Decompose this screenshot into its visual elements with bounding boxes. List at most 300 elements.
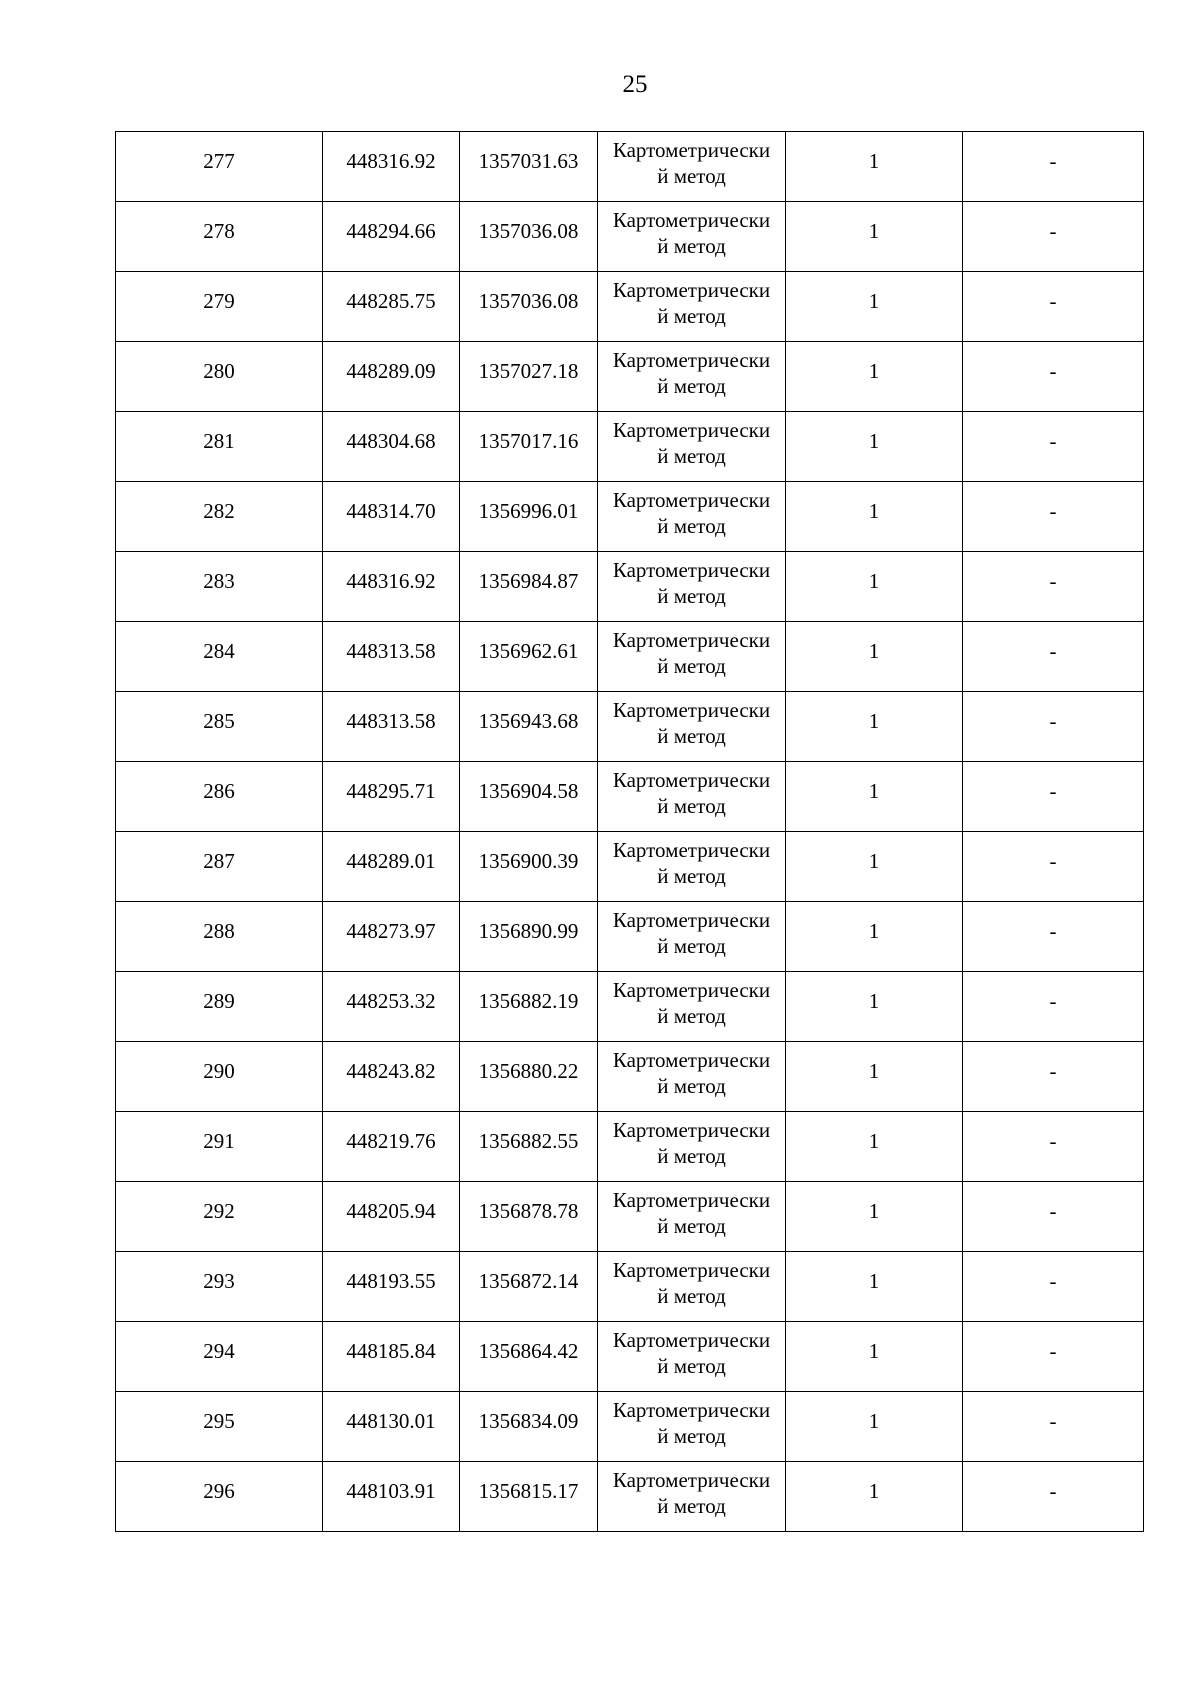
x-coordinate-text: 448103.91 <box>346 1478 436 1503</box>
y-coordinate-cell <box>460 1182 598 1252</box>
point-number-cell <box>116 412 323 482</box>
x-coordinate-cell <box>323 1182 460 1252</box>
y-coordinate-text: 1356834.09 <box>478 1408 579 1433</box>
point-number-text: 278 <box>203 218 235 243</box>
method-text <box>598 977 785 1029</box>
method-line-2: й метод <box>657 1003 726 1028</box>
method-cell <box>598 202 786 272</box>
method-line-2: й метод <box>657 1493 726 1518</box>
x-coordinate-text: 448294.66 <box>346 218 436 243</box>
description-text: - <box>1049 148 1057 173</box>
point-number-text: 291 <box>203 1128 235 1153</box>
method-text <box>598 557 785 609</box>
accuracy-cell <box>786 1322 963 1392</box>
y-coordinate-text: 1356815.17 <box>478 1478 579 1503</box>
x-coordinate-text: 448316.92 <box>346 148 436 173</box>
accuracy-text: 1 <box>868 288 880 313</box>
accuracy-text: 1 <box>868 1198 880 1223</box>
y-coordinate-cell <box>460 832 598 902</box>
accuracy-text: 1 <box>868 1128 880 1153</box>
method-cell <box>598 622 786 692</box>
point-number-text: 289 <box>203 988 235 1013</box>
y-coordinate-cell <box>460 482 598 552</box>
table-row <box>116 1182 1144 1252</box>
method-line-1: Картометрически <box>612 347 771 372</box>
description-cell <box>963 1112 1144 1182</box>
description-cell <box>963 972 1144 1042</box>
method-line-2: й метод <box>657 443 726 468</box>
y-coordinate-cell <box>460 552 598 622</box>
x-coordinate-text: 448289.01 <box>346 848 436 873</box>
method-line-1: Картометрически <box>612 1327 771 1352</box>
method-cell <box>598 1462 786 1532</box>
method-line-1: Картометрически <box>612 207 771 232</box>
description-text: - <box>1049 428 1057 453</box>
point-number-text: 296 <box>203 1478 235 1503</box>
method-line-2: й метод <box>657 1213 726 1238</box>
method-line-2: й метод <box>657 233 726 258</box>
table-row <box>116 132 1144 202</box>
y-coordinate-cell <box>460 622 598 692</box>
y-coordinate-text: 1357027.18 <box>478 358 579 383</box>
method-text <box>598 627 785 679</box>
x-coordinate-cell <box>323 1112 460 1182</box>
method-text <box>598 277 785 329</box>
point-number-cell <box>116 342 323 412</box>
method-text <box>598 1327 785 1379</box>
method-line-1: Картометрически <box>612 1047 771 1072</box>
description-cell <box>963 692 1144 762</box>
description-cell <box>963 902 1144 972</box>
description-text: - <box>1049 568 1057 593</box>
method-line-1: Картометрически <box>612 1117 771 1142</box>
y-coordinate-cell <box>460 1322 598 1392</box>
y-coordinate-cell <box>460 762 598 832</box>
x-coordinate-cell <box>323 832 460 902</box>
accuracy-text: 1 <box>868 848 880 873</box>
x-coordinate-text: 448304.68 <box>346 428 436 453</box>
accuracy-text: 1 <box>868 358 880 383</box>
x-coordinate-text: 448289.09 <box>346 358 436 383</box>
method-line-1: Картометрически <box>612 1257 771 1282</box>
method-line-2: й метод <box>657 653 726 678</box>
method-line-2: й метод <box>657 723 726 748</box>
method-cell <box>598 692 786 762</box>
x-coordinate-text: 448185.84 <box>346 1338 436 1363</box>
y-coordinate-text: 1356878.78 <box>478 1198 579 1223</box>
method-cell <box>598 132 786 202</box>
description-text: - <box>1049 1408 1057 1433</box>
method-text <box>598 1257 785 1309</box>
table-row <box>116 412 1144 482</box>
accuracy-cell <box>786 1042 963 1112</box>
method-line-1: Картометрически <box>612 487 771 512</box>
x-coordinate-text: 448205.94 <box>346 1198 436 1223</box>
table-row <box>116 482 1144 552</box>
description-text: - <box>1049 988 1057 1013</box>
description-cell <box>963 622 1144 692</box>
method-cell <box>598 342 786 412</box>
description-text: - <box>1049 498 1057 523</box>
point-number-text: 277 <box>203 148 235 173</box>
point-number-text: 284 <box>203 638 235 663</box>
x-coordinate-text: 448313.58 <box>346 638 436 663</box>
point-number-text: 295 <box>203 1408 235 1433</box>
x-coordinate-cell <box>323 552 460 622</box>
method-line-1: Картометрически <box>612 837 771 862</box>
y-coordinate-cell <box>460 412 598 482</box>
method-text <box>598 837 785 889</box>
point-number-cell <box>116 1462 323 1532</box>
point-number-text: 279 <box>203 288 235 313</box>
description-cell <box>963 1252 1144 1322</box>
point-number-cell <box>116 1322 323 1392</box>
method-text <box>598 907 785 959</box>
table-row <box>116 1462 1144 1532</box>
y-coordinate-text: 1356904.58 <box>478 778 579 803</box>
accuracy-cell <box>786 272 963 342</box>
x-coordinate-text: 448193.55 <box>346 1268 436 1293</box>
table-row <box>116 1392 1144 1462</box>
x-coordinate-text: 448295.71 <box>346 778 436 803</box>
table-row <box>116 342 1144 412</box>
method-text <box>598 1467 785 1519</box>
x-coordinate-cell <box>323 762 460 832</box>
description-cell <box>963 1462 1144 1532</box>
accuracy-text: 1 <box>868 428 880 453</box>
table-row <box>116 272 1144 342</box>
description-text: - <box>1049 638 1057 663</box>
accuracy-text: 1 <box>868 498 880 523</box>
method-text <box>598 347 785 399</box>
point-number-text: 281 <box>203 428 235 453</box>
y-coordinate-cell <box>460 1042 598 1112</box>
y-coordinate-cell <box>460 972 598 1042</box>
method-line-2: й метод <box>657 163 726 188</box>
description-cell <box>963 132 1144 202</box>
method-line-2: й метод <box>657 1423 726 1448</box>
y-coordinate-text: 1356882.19 <box>478 988 579 1013</box>
accuracy-text: 1 <box>868 568 880 593</box>
description-text: - <box>1049 1338 1057 1363</box>
description-text: - <box>1049 358 1057 383</box>
method-line-1: Картометрически <box>612 977 771 1002</box>
page-number: 25 <box>622 71 648 98</box>
x-coordinate-text: 448130.01 <box>346 1408 436 1433</box>
point-number-text: 283 <box>203 568 235 593</box>
description-text: - <box>1049 918 1057 943</box>
point-number-text: 280 <box>203 358 235 383</box>
coordinates-table-body <box>116 132 1144 1532</box>
accuracy-text: 1 <box>868 708 880 733</box>
description-cell <box>963 832 1144 902</box>
accuracy-cell <box>786 1182 963 1252</box>
table-row <box>116 762 1144 832</box>
x-coordinate-text: 448313.58 <box>346 708 436 733</box>
x-coordinate-cell <box>323 1392 460 1462</box>
point-number-cell <box>116 1182 323 1252</box>
description-text: - <box>1049 848 1057 873</box>
method-line-2: й метод <box>657 373 726 398</box>
method-line-1: Картометрически <box>612 627 771 652</box>
method-line-2: й метод <box>657 793 726 818</box>
accuracy-text: 1 <box>868 1268 880 1293</box>
point-number-cell <box>116 622 323 692</box>
description-cell <box>963 1322 1144 1392</box>
accuracy-cell <box>786 552 963 622</box>
description-text: - <box>1049 778 1057 803</box>
point-number-text: 290 <box>203 1058 235 1083</box>
x-coordinate-text: 448314.70 <box>346 498 436 523</box>
method-line-1: Картометрически <box>612 1467 771 1492</box>
accuracy-cell <box>786 1392 963 1462</box>
description-text: - <box>1049 708 1057 733</box>
y-coordinate-cell <box>460 1112 598 1182</box>
method-cell <box>598 272 786 342</box>
method-line-2: й метод <box>657 1073 726 1098</box>
x-coordinate-cell <box>323 692 460 762</box>
point-number-text: 286 <box>203 778 235 803</box>
method-cell <box>598 1392 786 1462</box>
method-line-1: Картометрически <box>612 417 771 442</box>
description-cell <box>963 412 1144 482</box>
method-line-1: Картометрически <box>612 1397 771 1422</box>
x-coordinate-cell <box>323 482 460 552</box>
table-row <box>116 202 1144 272</box>
method-text <box>598 417 785 469</box>
point-number-cell <box>116 1112 323 1182</box>
y-coordinate-text: 1356872.14 <box>478 1268 579 1293</box>
method-text <box>598 487 785 539</box>
method-line-2: й метод <box>657 1353 726 1378</box>
accuracy-cell <box>786 902 963 972</box>
accuracy-cell <box>786 132 963 202</box>
accuracy-text: 1 <box>868 1338 880 1363</box>
coordinates-table <box>115 131 1144 1532</box>
x-coordinate-cell <box>323 622 460 692</box>
y-coordinate-text: 1356864.42 <box>478 1338 579 1363</box>
y-coordinate-cell <box>460 202 598 272</box>
y-coordinate-text: 1356996.01 <box>478 498 579 523</box>
accuracy-text: 1 <box>868 778 880 803</box>
x-coordinate-cell <box>323 202 460 272</box>
y-coordinate-text: 1356890.99 <box>478 918 579 943</box>
method-line-2: й метод <box>657 303 726 328</box>
point-number-cell <box>116 132 323 202</box>
table-row <box>116 902 1144 972</box>
x-coordinate-cell <box>323 902 460 972</box>
accuracy-text: 1 <box>868 988 880 1013</box>
x-coordinate-text: 448253.32 <box>346 988 436 1013</box>
table-row <box>116 1322 1144 1392</box>
point-number-text: 294 <box>203 1338 235 1363</box>
method-cell <box>598 1252 786 1322</box>
method-line-1: Картометрически <box>612 557 771 582</box>
method-line-1: Картометрически <box>612 277 771 302</box>
accuracy-text: 1 <box>868 1478 880 1503</box>
accuracy-cell <box>786 1462 963 1532</box>
point-number-text: 287 <box>203 848 235 873</box>
accuracy-cell <box>786 832 963 902</box>
x-coordinate-text: 448273.97 <box>346 918 436 943</box>
method-line-1: Картометрически <box>612 907 771 932</box>
table-row <box>116 1042 1144 1112</box>
table-row <box>116 1252 1144 1322</box>
y-coordinate-text: 1356943.68 <box>478 708 579 733</box>
y-coordinate-cell <box>460 1392 598 1462</box>
point-number-cell <box>116 1042 323 1112</box>
point-number-cell <box>116 692 323 762</box>
method-line-2: й метод <box>657 583 726 608</box>
point-number-text: 285 <box>203 708 235 733</box>
method-text <box>598 1187 785 1239</box>
method-text <box>598 1117 785 1169</box>
accuracy-cell <box>786 1252 963 1322</box>
method-line-1: Картометрически <box>612 1187 771 1212</box>
table-row <box>116 832 1144 902</box>
y-coordinate-cell <box>460 1252 598 1322</box>
accuracy-cell <box>786 412 963 482</box>
x-coordinate-text: 448316.92 <box>346 568 436 593</box>
table-row <box>116 1112 1144 1182</box>
accuracy-cell <box>786 692 963 762</box>
x-coordinate-cell <box>323 1042 460 1112</box>
point-number-cell <box>116 1392 323 1462</box>
description-text: - <box>1049 1198 1057 1223</box>
method-cell <box>598 832 786 902</box>
x-coordinate-cell <box>323 1462 460 1532</box>
accuracy-cell <box>786 972 963 1042</box>
description-cell <box>963 762 1144 832</box>
description-cell <box>963 1392 1144 1462</box>
y-coordinate-text: 1356900.39 <box>478 848 579 873</box>
y-coordinate-cell <box>460 692 598 762</box>
method-line-2: й метод <box>657 513 726 538</box>
point-number-cell <box>116 1252 323 1322</box>
method-cell <box>598 762 786 832</box>
method-cell <box>598 1042 786 1112</box>
description-cell <box>963 202 1144 272</box>
point-number-text: 282 <box>203 498 235 523</box>
description-text: - <box>1049 218 1057 243</box>
method-line-2: й метод <box>657 933 726 958</box>
x-coordinate-cell <box>323 1252 460 1322</box>
method-cell <box>598 552 786 622</box>
method-cell <box>598 1112 786 1182</box>
point-number-cell <box>116 552 323 622</box>
method-cell <box>598 972 786 1042</box>
point-number-cell <box>116 972 323 1042</box>
x-coordinate-cell <box>323 272 460 342</box>
y-coordinate-text: 1356880.22 <box>478 1058 579 1083</box>
x-coordinate-cell <box>323 132 460 202</box>
y-coordinate-cell <box>460 1462 598 1532</box>
point-number-cell <box>116 272 323 342</box>
method-text <box>598 697 785 749</box>
accuracy-text: 1 <box>868 1058 880 1083</box>
method-line-2: й метод <box>657 1143 726 1168</box>
x-coordinate-text: 448219.76 <box>346 1128 436 1153</box>
description-cell <box>963 342 1144 412</box>
accuracy-cell <box>786 482 963 552</box>
method-cell <box>598 1322 786 1392</box>
description-text: - <box>1049 1058 1057 1083</box>
method-line-1: Картометрически <box>612 137 771 162</box>
x-coordinate-text: 448243.82 <box>346 1058 436 1083</box>
description-text: - <box>1049 1478 1057 1503</box>
accuracy-text: 1 <box>868 638 880 663</box>
y-coordinate-text: 1357031.63 <box>478 148 579 173</box>
method-text <box>598 137 785 189</box>
y-coordinate-text: 1357036.08 <box>478 218 579 243</box>
y-coordinate-text: 1357017.16 <box>478 428 579 453</box>
point-number-text: 288 <box>203 918 235 943</box>
accuracy-cell <box>786 202 963 272</box>
description-cell <box>963 552 1144 622</box>
description-text: - <box>1049 1128 1057 1153</box>
method-text <box>598 207 785 259</box>
method-cell <box>598 412 786 482</box>
method-text <box>598 1397 785 1449</box>
point-number-cell <box>116 482 323 552</box>
table-row <box>116 692 1144 762</box>
point-number-cell <box>116 202 323 272</box>
table-row <box>116 622 1144 692</box>
point-number-text: 293 <box>203 1268 235 1293</box>
table-row <box>116 552 1144 622</box>
method-line-1: Картометрически <box>612 767 771 792</box>
y-coordinate-text: 1356882.55 <box>478 1128 579 1153</box>
point-number-text: 292 <box>203 1198 235 1223</box>
accuracy-cell <box>786 342 963 412</box>
y-coordinate-cell <box>460 342 598 412</box>
method-cell <box>598 1182 786 1252</box>
description-cell <box>963 482 1144 552</box>
y-coordinate-text: 1356962.61 <box>478 638 579 663</box>
accuracy-cell <box>786 1112 963 1182</box>
x-coordinate-cell <box>323 1322 460 1392</box>
y-coordinate-text: 1356984.87 <box>478 568 579 593</box>
description-cell <box>963 1182 1144 1252</box>
accuracy-text: 1 <box>868 918 880 943</box>
method-text <box>598 767 785 819</box>
accuracy-cell <box>786 622 963 692</box>
x-coordinate-cell <box>323 342 460 412</box>
accuracy-cell <box>786 762 963 832</box>
description-cell <box>963 1042 1144 1112</box>
method-cell <box>598 902 786 972</box>
method-text <box>598 1047 785 1099</box>
description-text: - <box>1049 1268 1057 1293</box>
method-line-2: й метод <box>657 863 726 888</box>
table-row <box>116 972 1144 1042</box>
description-cell <box>963 272 1144 342</box>
point-number-cell <box>116 902 323 972</box>
x-coordinate-cell <box>323 972 460 1042</box>
method-line-2: й метод <box>657 1283 726 1308</box>
accuracy-text: 1 <box>868 1408 880 1433</box>
accuracy-text: 1 <box>868 218 880 243</box>
method-cell <box>598 482 786 552</box>
accuracy-text: 1 <box>868 148 880 173</box>
x-coordinate-cell <box>323 412 460 482</box>
description-text: - <box>1049 288 1057 313</box>
y-coordinate-cell <box>460 132 598 202</box>
point-number-cell <box>116 832 323 902</box>
method-line-1: Картометрически <box>612 697 771 722</box>
point-number-cell <box>116 762 323 832</box>
y-coordinate-text: 1357036.08 <box>478 288 579 313</box>
